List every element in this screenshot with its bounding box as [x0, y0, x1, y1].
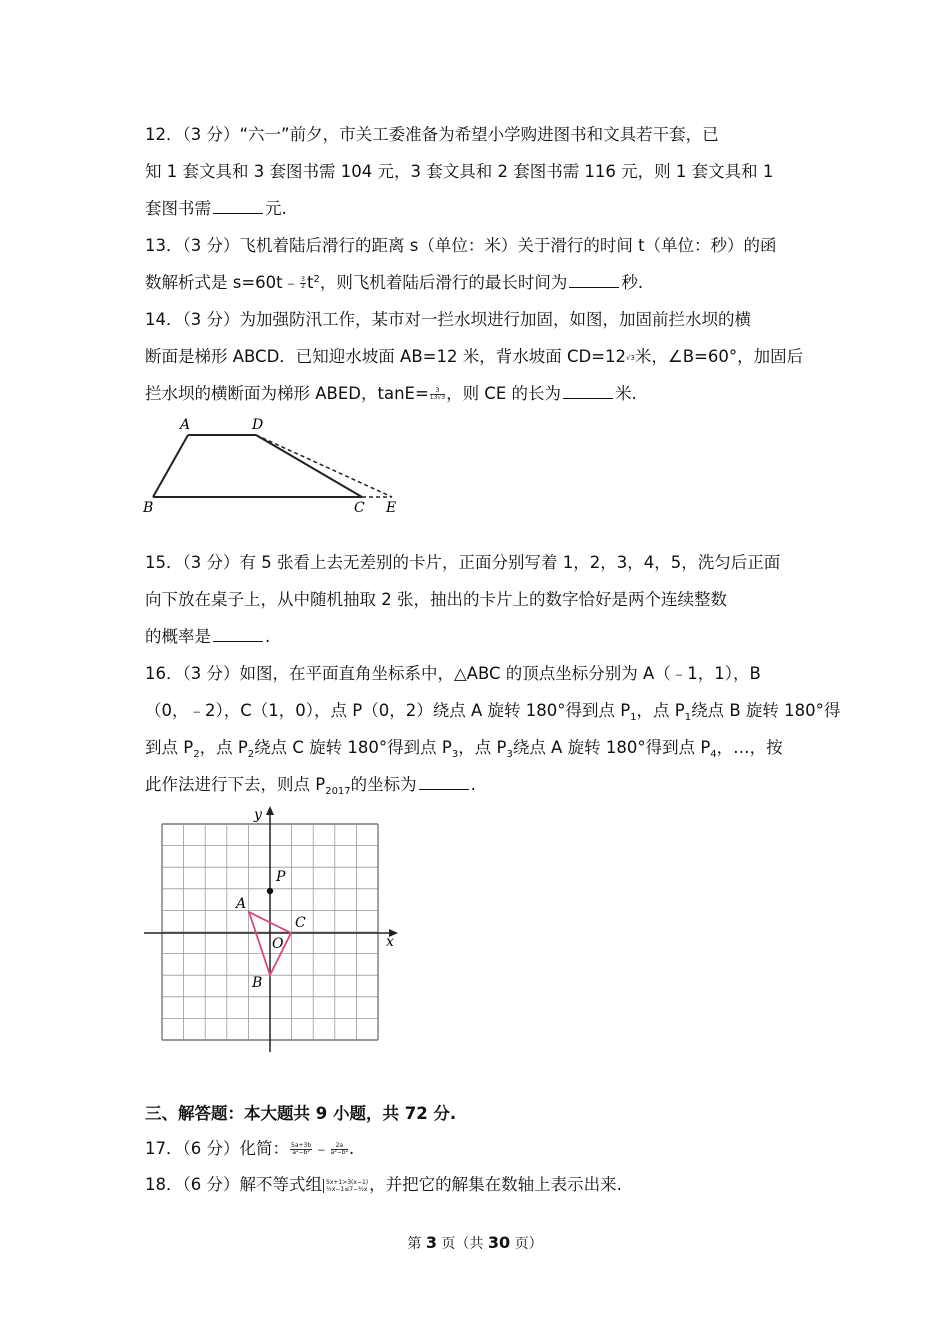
q14-text-3: 拦水坝的横断面为梯形 ABED，tanE= — [145, 384, 429, 403]
q16-line-4 — [145, 775, 476, 798]
q17-text: 17．（6 分）化简： — [145, 1139, 289, 1158]
q16-line-3 — [145, 738, 783, 761]
fraction-denominator: 13√3 — [429, 394, 446, 401]
q15-line-1: 15．（3 分）有 5 张看上去无差别的卡片，正面分别写着 1，2，3，4，5，洗匀后正面 — [145, 553, 781, 572]
minus-sign: ﹣ — [313, 1139, 330, 1158]
fraction-denominator: a²−b² — [292, 1149, 310, 1156]
q17-line — [145, 1139, 354, 1159]
label-a: A — [236, 896, 247, 912]
q13-var: t — [306, 273, 314, 292]
q13-text: 数解析式是 s=60t﹣ — [145, 273, 300, 292]
q18-text-end: ，并把它的解集在数轴上表示出来. — [369, 1175, 622, 1194]
radical: √3 — [626, 354, 635, 362]
answer-blank — [213, 627, 263, 642]
q15-text: 的概率是 — [145, 627, 211, 646]
q14-line-3 — [145, 384, 637, 404]
q12-text-end: 元. — [265, 199, 287, 218]
point-p — [267, 888, 273, 894]
q13-text-end: 秒. — [621, 273, 644, 292]
label-a: A — [180, 417, 191, 433]
answer-blank — [563, 384, 613, 399]
q18-line — [145, 1175, 622, 1195]
q14-text-end: 米. — [615, 384, 637, 403]
label-y: y — [254, 807, 262, 823]
label-d: D — [252, 417, 264, 433]
subscript: 2 — [247, 749, 255, 760]
subscript: 1 — [684, 712, 692, 723]
q16-text: 绕点 C 旋转 180°得到点 P — [254, 738, 452, 757]
q14-text-2: 米，∠B=60°，加固后 — [634, 347, 804, 366]
q16-text-end: . — [470, 775, 476, 794]
dam-figure — [140, 412, 410, 522]
fraction — [430, 388, 445, 401]
q12-text: 套图书需 — [145, 199, 211, 218]
page-number: 3 — [425, 1233, 437, 1252]
q15-line-2: 向下放在桌子上，从中随机抽取 2 张，抽出的卡片上的数字恰好是两个连续整数 — [145, 590, 727, 609]
label-p: P — [276, 869, 286, 885]
q16-text: ，点 P — [199, 738, 248, 757]
footer-text: 第 — [407, 1236, 426, 1252]
q13-text-2: ，则飞机着陆后滑行的最长时间为 — [319, 273, 568, 292]
q15-line-3 — [145, 627, 270, 647]
label-c: C — [295, 915, 306, 931]
q13-line-1: 13．（3 分）飞机着陆后滑行的距离 s（单位：米）关于滑行的时间 t（单位：秒）的函 — [145, 236, 777, 255]
subscript: 2017 — [325, 786, 351, 797]
subscript: 3 — [506, 749, 513, 760]
fraction-numerator: 2a — [331, 1143, 348, 1150]
q16-text: 此作法进行下去，则点 P — [145, 775, 326, 794]
q14-line-1: 14．（3 分）为加强防汛工作，某市对一拦水坝进行加固，如图，加固前拦水坝的横 — [145, 310, 751, 329]
q16-line-1: 16．（3 分）如图，在平面直角坐标系中，△ABC 的顶点坐标分别为 A（﹣1，1），B — [145, 664, 761, 683]
q16-text: 绕点 A 旋转 180°得到点 P — [512, 738, 711, 757]
edge-ab — [153, 435, 188, 497]
section-3-title: 三、解答题：本大题共 9 小题，共 72 分. — [145, 1104, 457, 1123]
fraction-denominator: a²−b² — [330, 1149, 348, 1156]
label-b: B — [252, 975, 263, 991]
q14-line-2 — [145, 347, 803, 370]
inequality-2: ½x−1≤7−³⁄₂x — [326, 1185, 368, 1193]
fraction-numerator: 3 — [430, 388, 445, 395]
page-total: 30 — [487, 1233, 511, 1252]
coordinate-grid-figure — [140, 805, 410, 1055]
q16-line-2 — [145, 701, 840, 724]
q13-line-2 — [145, 273, 643, 296]
q14-text-4: ，则 CE 的长为 — [446, 384, 561, 403]
q16-text: ，…，按 — [716, 738, 783, 757]
exponent: 2 — [313, 274, 320, 285]
q14-text: 断面是梯形 ABCD．已知迎水坡面 AB=12 米，背水坡面 CD=12 — [145, 347, 626, 366]
label-e: E — [386, 500, 397, 516]
q16-text: （0，﹣2），C（1，0），点 P（0，2）绕点 A 旋转 180°得到点 P — [145, 701, 631, 720]
subscript: 4 — [710, 749, 717, 760]
q16-text: ，点 P — [636, 701, 685, 720]
q12-line-1: 12．（3 分）“六一”前夕，市关工委准备为希望小学购进图书和文具若干套，已 — [145, 125, 719, 144]
answer-blank — [569, 273, 619, 288]
fraction — [300, 277, 306, 290]
answer-blank — [419, 775, 469, 790]
subscript: 2 — [193, 749, 200, 760]
subscript: 1 — [630, 712, 637, 723]
label-o: O — [272, 936, 284, 952]
q16-text: 的坐标为 — [350, 775, 417, 794]
subscript: 3 — [451, 749, 459, 760]
q16-text: ，点 P — [458, 738, 507, 757]
edge-de-dashed — [256, 435, 392, 497]
edge-dc — [256, 435, 362, 497]
inequality-system — [323, 1179, 368, 1193]
page-footer — [0, 1233, 950, 1253]
q17-text-end: . — [348, 1139, 355, 1158]
inequality-1: 5x+1>3(x−1) — [326, 1178, 369, 1186]
footer-text: 页） — [510, 1236, 543, 1252]
answer-blank — [213, 199, 263, 214]
q16-text: 到点 P — [145, 738, 194, 757]
fraction-numerator: 3 — [301, 276, 305, 283]
footer-text: 页（共 — [436, 1236, 488, 1252]
label-x: x — [386, 934, 394, 950]
fraction-denominator: 2 — [301, 283, 305, 290]
q12-line-3 — [145, 199, 287, 219]
q15-text-end: . — [265, 627, 271, 646]
label-b: B — [143, 500, 154, 516]
q16-text: 绕点 B 旋转 180°得 — [691, 701, 841, 720]
y-axis-arrow — [266, 806, 274, 815]
q18-text: 18．（6 分）解不等式组 — [145, 1175, 322, 1194]
fraction-numerator: 5a+3b — [291, 1142, 312, 1149]
label-c: C — [354, 500, 365, 516]
q12-line-2: 知 1 套文具和 3 套图书需 104 元，3 套文具和 2 套图书需 116 元，则 1 套文具和 1 — [145, 162, 774, 181]
fraction — [331, 1143, 348, 1156]
fraction — [290, 1143, 312, 1156]
